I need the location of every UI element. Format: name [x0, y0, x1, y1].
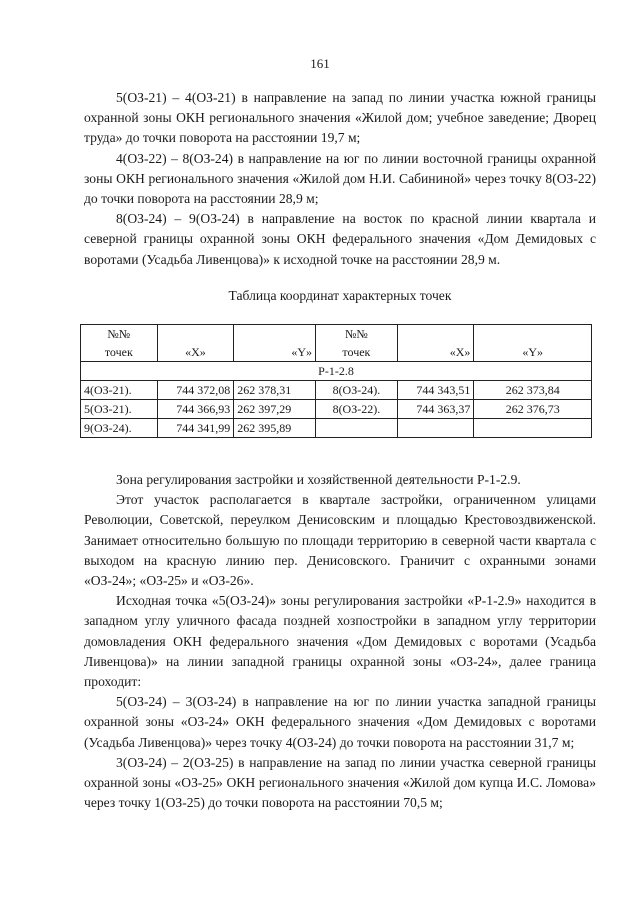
- table-cell: 744 363,37: [397, 400, 474, 419]
- table-header-row-bottom: [81, 343, 592, 362]
- table-cell: [474, 419, 592, 438]
- table-cell: 744 372,08: [157, 381, 234, 400]
- header-cell: точек: [316, 343, 398, 362]
- table-cell: 262 395,89: [234, 419, 316, 438]
- paragraph-top-1: 5(ОЗ-21) – 4(ОЗ-21) в направление на запад по линии участка южной границы охранной зоны ОКН регионального значения «Жилой дом; учебное заведение; Дворец труда» до точки поворота на расстоянии 19,7 м;: [84, 90, 596, 146]
- table-row: [81, 381, 592, 400]
- paragraph-bottom-3: 5(ОЗ-24) – 3(ОЗ-24) в направление на юг по линии участка западной границы охранной зоны «ОЗ-24» ОКН федерального значения «Дом Демидовых с воротами (Усадьба Ливенцова)» через точку 4(ОЗ-24) до точки поворота на расстоянии 31,7 м;: [84, 694, 596, 750]
- table-cell: 5(ОЗ-21).: [81, 400, 158, 419]
- document-body: [84, 88, 596, 813]
- table-cell: [316, 419, 398, 438]
- paragraph-bottom-2: Исходная точка «5(ОЗ-24)» зоны регулирования застройки «Р-1-2.9» находится в западном углу уличного фасада поздней хозпостройки в западном углу территории домовладения ОКН федерального значения «Дом Демидовых с воротами (Усадьба Ливенцова)» на линии западной границы охранной зоны «ОЗ-24», далее граница проходит:: [84, 593, 596, 690]
- section-label: Р-1-2.8: [81, 362, 592, 381]
- table-title: Таблица координат характерных точек: [228, 287, 452, 303]
- page-number: 161: [310, 56, 330, 71]
- table-cell: 8(ОЗ-24).: [316, 381, 398, 400]
- table-cell: 262 373,84: [474, 381, 592, 400]
- header-cell: [234, 325, 316, 344]
- table-row: [81, 400, 592, 419]
- header-cell: [157, 325, 234, 344]
- zone-title: Зона регулирования застройки и хозяйственной деятельности Р-1-2.9.: [116, 472, 521, 488]
- paragraph-bottom-1: Этот участок располагается в квартале застройки, ограниченном улицами Революции, Советской, переулком Денисовским и площадью Крестовоздвиженской. Занимает относительно большую по площади территорию в северной части квартала с выходом на красную линию пер. Денисовского. Граничит с охранными зонами «ОЗ-24»; «ОЗ-25» и «ОЗ-26».: [84, 492, 596, 589]
- table-section-row: [81, 362, 592, 381]
- header-cell: [474, 325, 592, 344]
- paragraph-bottom-4: 3(ОЗ-24) – 2(ОЗ-25) в направление на запад по линии участка северной границы охранной зоны «ОЗ-25» ОКН регионального значения «Жилой дом купца И.С. Ломова» через точку 1(ОЗ-25) до точки поворота на расстоянии 70,5 м;: [84, 754, 596, 811]
- header-cell: «X»: [397, 343, 474, 362]
- table-cell: [397, 419, 474, 438]
- table-cell: 262 378,31: [234, 381, 316, 400]
- table-cell: 744 366,93: [157, 400, 234, 419]
- header-cell: №№: [81, 325, 158, 344]
- table-row: [81, 419, 592, 438]
- table-header-row-top: [81, 325, 592, 344]
- header-cell: «Y»: [234, 343, 316, 362]
- header-cell: [397, 325, 474, 344]
- table-cell: 262 397,29: [234, 400, 316, 419]
- header-cell: «Y»: [474, 343, 592, 362]
- table-cell: 9(ОЗ-24).: [81, 419, 158, 438]
- table-cell: 744 343,51: [397, 381, 474, 400]
- header-cell: «X»: [157, 343, 234, 362]
- paragraph-top-3: 8(ОЗ-24) – 9(ОЗ-24) в направление на восток по красной линии квартала и северной границы охранной зоны ОКН федерального значения «Дом Демидовых с воротами (Усадьба Ливенцова)» к исходной точке на расстоянии 28,9 м.: [84, 211, 596, 267]
- table-cell: 262 376,73: [474, 400, 592, 419]
- table-cell: 744 341,99: [157, 419, 234, 438]
- coordinates-table: [80, 324, 592, 438]
- table-cell: 8(ОЗ-22).: [316, 400, 398, 419]
- header-cell: точек: [81, 343, 158, 362]
- header-cell: №№: [316, 325, 398, 344]
- paragraph-top-2: 4(ОЗ-22) – 8(ОЗ-24) в направление на юг по линии восточной границы охранной зоны ОКН регионального значения «Жилой дом Н.И. Сабининой» через точку 8(ОЗ-22) до точки поворота на расстоянии 28,9 м;: [84, 150, 596, 207]
- table-cell: 4(ОЗ-21).: [81, 381, 158, 400]
